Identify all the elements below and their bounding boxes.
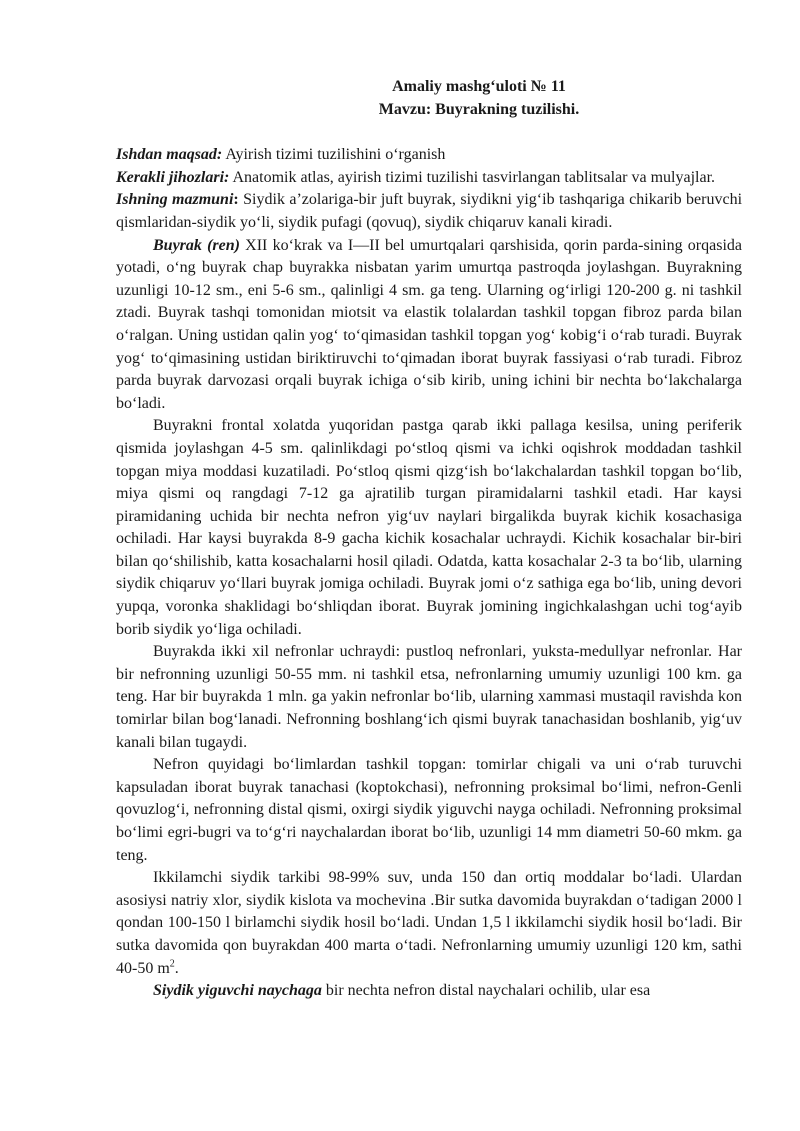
paragraph-secondary-urine xyxy=(116,867,742,980)
paragraph-kidney xyxy=(116,235,742,416)
document-header xyxy=(116,76,742,121)
paragraph-nephron-parts: Nefron quyidagi bo‘limlardan tashkil topgan: tomirlar chigali va uni o‘rab turuvchi kapsuladan iborat buyrak tanachasi (koptokchasi), nefronning proksimal bo‘limi, nefron-Genli qovuzlog‘i, nefronning distal qismi, oxirgi siydik yiguvchi nayga ochiladi. Nefronning proksimal bo‘limi egri-bugri va to‘g‘ri naychalardan iborat bo‘lib, uzunligi 14 mm diametri 50-60 mkm. ga teng. xyxy=(116,756,742,864)
intro-equipment-label: Kerakli jihozlari: xyxy=(116,168,230,186)
intro-content-label: Ishning mazmuni xyxy=(116,191,234,209)
intro-content-text: Siydik a’zolariga-bir juft buyrak, siydikni yig‘ib tashqariga chikarib beruvchi qismlaridan-siydik yo‘li, siydik pufagi (qovuq), siydik chiqaruv kanali kiradi. xyxy=(116,191,743,231)
paragraph-nephron-types: Buyrakda ikki xil nefronlar uchraydi: pustloq nefronlari, yuksta-medullyar nefronlar. Har bir nefronning uzunligi 50-55 mm. ni tashkil etsa, nefronlarning umumiy uzunligi 100 km. ga teng. Har bir buyrakda 1 mln. ga yakin nefronlar bo‘lib, ularning xammasi mustaqil ravishda kon tomirlar bilan bog‘lanadi. Nefronning boshlang‘ich qismi buyrak tanachasidan boshlanib, yig‘uv kanali bilan tugaydi. xyxy=(116,643,742,751)
intro-goal-label: Ishdan maqsad: xyxy=(116,146,223,164)
page-title: Amaliy mashg‘uloti № 11 xyxy=(392,78,566,95)
paragraph-collecting-duct-text: bir nechta nefron distal naychalari ochilib, ular esa xyxy=(321,982,651,1000)
intro-equipment xyxy=(116,167,742,190)
intro-content-sep: : xyxy=(233,191,239,209)
paragraph-collecting-duct xyxy=(116,980,742,1003)
page-subtitle: Mavzu: Buyrakning tuzilishi. xyxy=(378,100,580,118)
superscript-square: 2 xyxy=(169,958,175,970)
intro-content xyxy=(116,189,742,234)
intro-goal-text: Ayirish tizimi tuzilishini o‘rganish xyxy=(222,146,446,164)
paragraph-collecting-duct-label: Siydik yiguvchi naychaga xyxy=(153,982,322,1000)
intro-goal xyxy=(116,144,742,167)
header-gap xyxy=(116,121,742,144)
paragraph-secondary-urine-end: . xyxy=(174,959,179,977)
paragraph-secondary-urine-text: Ikkilamchi siydik tarkibi 98-99% suv, unda 150 dan ortiq moddalar bo‘ladi. Ulardan asosiysi natriy xlor, siydik kislota va mochevina .Bir sutka davomida buyrakdan o‘tadigan 2000 l qondan 100-150 l birlamchi siydik hosil bo‘ladi. Undan 1,5 l ikkilamchi siydik hosil bo‘ladi. Bir sutka davomida qon buyrakdan 400 marta o‘tadi. Nefronlarning umumiy uzunligi 120 km, sathi 40-50 m xyxy=(116,869,742,977)
paragraph-kidney-label: Buyrak (ren) xyxy=(153,236,240,254)
paragraph-kidney-text: XII ko‘krak va I—II bel umurtqalari qarshisida, qorin parda-sining orqasida yotadi, o‘ng buyrak chap buyrakka nisbatan yarim umurtqa pastroqda joylashgan. Buyrakning uzunligi 10-12 sm., eni 5-6 sm., qalinligi 4 sm. ga teng. Ularning og‘irligi 120-200 g. ni tashkil ztadi. Buyrak tashqi tomonidan miotsit va elastik tolalardan tashkil topgan fibroz parda bilan o‘ralgan. Uning ustidan qalin yog‘ to‘qimasidan tashkil topgan yog‘ kobig‘i o‘rab turadi. Buyrak yog‘ to‘qimasining ustidan biriktiruvchi to‘qimadan iborat buyrak fassiyasi o‘rab turadi. Fibroz parda buyrak darvozasi orqali buyrak ichiga o‘sib kirib, uning ichini bir nechta bo‘lakchalarga bo‘ladi. xyxy=(116,236,743,412)
intro-equipment-text: Anatomik atlas, ayirish tizimi tuzilishi tasvirlangan tablitsalar va mulyajlar. xyxy=(229,168,716,186)
paragraph-frontal-section: Buyrakni frontal xolatda yuqoridan pastga qarab ikki pallaga kesilsa, uning periferik qismida joylashgan 4-5 sm. qalinlikdagi po‘stloq qismi va ichki oqishrok moddadan tashkil topgan miya moddasi kuzatiladi. Po‘stloq qismi qizg‘ish bo‘lakchalardan tashkil topgan bo‘lib, miya qismi oq rangdagi 7-12 ga ajratilib turgan piramidalarni tashkil etadi. Har kaysi piramidaning uchida bir nechta nefron yig‘uv naylari birgalikda buyrak kichik kosachasiga ochiladi. Har kaysi buyrakda 8-9 gacha kichik kosachalar uchraydi. Kichik kosachalar bir-biri bilan qo‘shilishib, katta kosachalarni hosil qiladi. Odatda, katta kosachalar 2-3 ta bo‘lib, ularning siydik chiqaruv yo‘llari buyrak jomiga ochiladi. Buyrak jomi o‘z sathiga ega bo‘lib, uning devori yupqa, voronka shaklidagi bo‘shliqdan iborat. Buyrak jomining ingichkalashgan uchi tog‘ayib borib siydik yo‘liga ochiladi. xyxy=(116,417,742,638)
